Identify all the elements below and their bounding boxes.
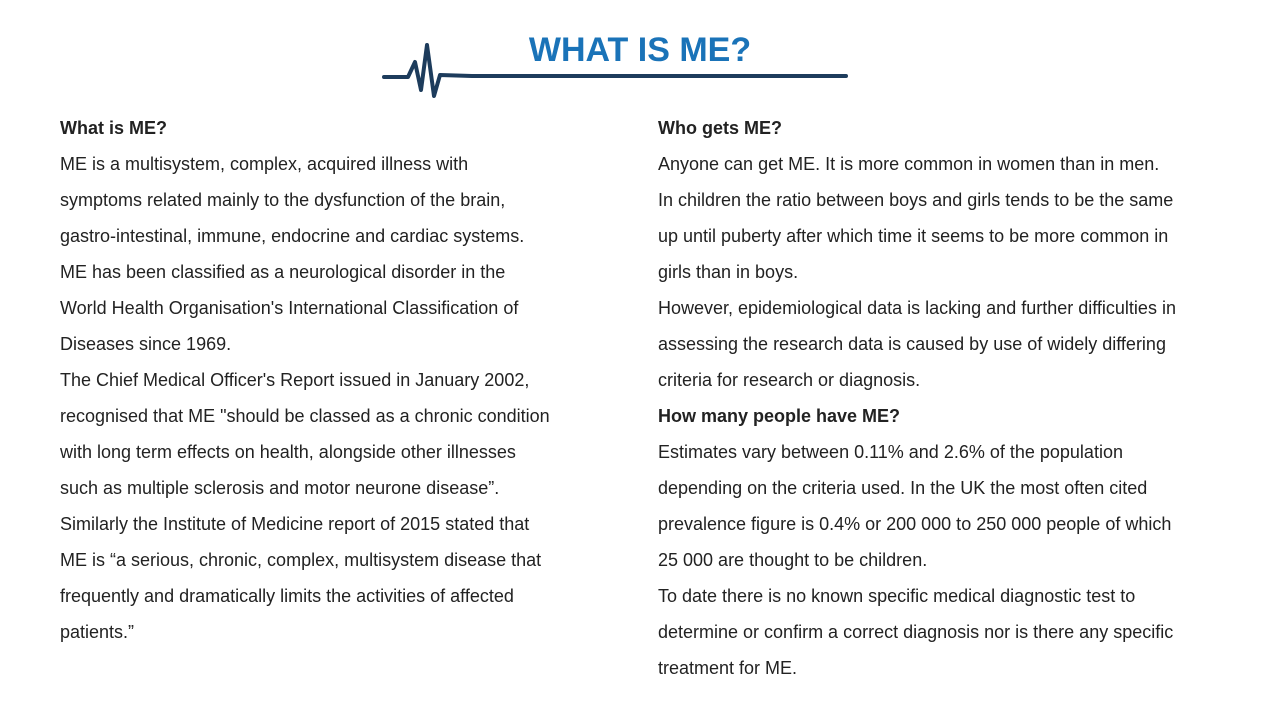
paragraph-line: with long term effects on health, alongside other illnesses: [60, 442, 516, 462]
section-heading-how-many-people: How many people have ME?: [658, 406, 901, 426]
paragraph-line: recognised that ME "should be classed as a chronic condition: [60, 406, 550, 426]
right-column: [658, 110, 1248, 686]
paragraph-line: assessing the research data is caused by use of widely differing: [658, 334, 1166, 354]
paragraph-line: symptoms related mainly to the dysfunction of the brain,: [60, 190, 506, 210]
paragraph-line: treatment for ME.: [658, 658, 798, 678]
section-heading-what-is-me: What is ME?: [60, 118, 167, 138]
paragraph-line: ME is a multisystem, complex, acquired illness with: [60, 154, 469, 174]
paragraph-line: such as multiple sclerosis and motor neurone disease”.: [60, 478, 500, 498]
paragraph-line: frequently and dramatically limits the activities of affected: [60, 586, 514, 606]
paragraph-line: The Chief Medical Officer's Report issued in January 2002,: [60, 370, 530, 390]
paragraph-line: up until puberty after which time it seems to be more common in: [658, 226, 1169, 246]
paragraph-line: criteria for research or diagnosis.: [658, 370, 921, 390]
paragraph-line: In children the ratio between boys and girls tends to be the same: [658, 190, 1174, 210]
paragraph-line: depending on the criteria used. In the UK the most often cited: [658, 478, 1148, 498]
paragraph-line: gastro-intestinal, immune, endocrine and cardiac systems.: [60, 226, 525, 246]
section-heading-who-gets-me: Who gets ME?: [658, 118, 782, 138]
paragraph-line: Anyone can get ME. It is more common in women than in men.: [658, 154, 1160, 174]
paragraph-line: ME has been classified as a neurological disorder in the: [60, 262, 506, 282]
page-title: WHAT IS ME?: [528, 31, 752, 69]
paragraph-line: patients.”: [60, 622, 135, 642]
paragraph-line: World Health Organisation's International Classification of: [60, 298, 519, 318]
paragraph-line: Estimates vary between 0.11% and 2.6% of the population: [658, 442, 1123, 462]
paragraph-line: girls than in boys.: [658, 262, 799, 282]
paragraph-line: determine or confirm a correct diagnosis nor is there any specific: [658, 622, 1174, 642]
paragraph-line: To date there is no known specific medical diagnostic test to: [658, 586, 1136, 606]
paragraph-line: However, epidemiological data is lacking and further difficulties in: [658, 298, 1176, 318]
paragraph-line: Diseases since 1969.: [60, 334, 232, 354]
paragraph-line: ME is “a serious, chronic, complex, multisystem disease that: [60, 550, 542, 570]
left-column: [60, 110, 620, 650]
paragraph-line: 25 000 are thought to be children.: [658, 550, 928, 570]
paragraph-line: prevalence figure is 0.4% or 200 000 to 250 000 people of which: [658, 514, 1172, 534]
paragraph-line: Similarly the Institute of Medicine report of 2015 stated that: [60, 514, 530, 534]
